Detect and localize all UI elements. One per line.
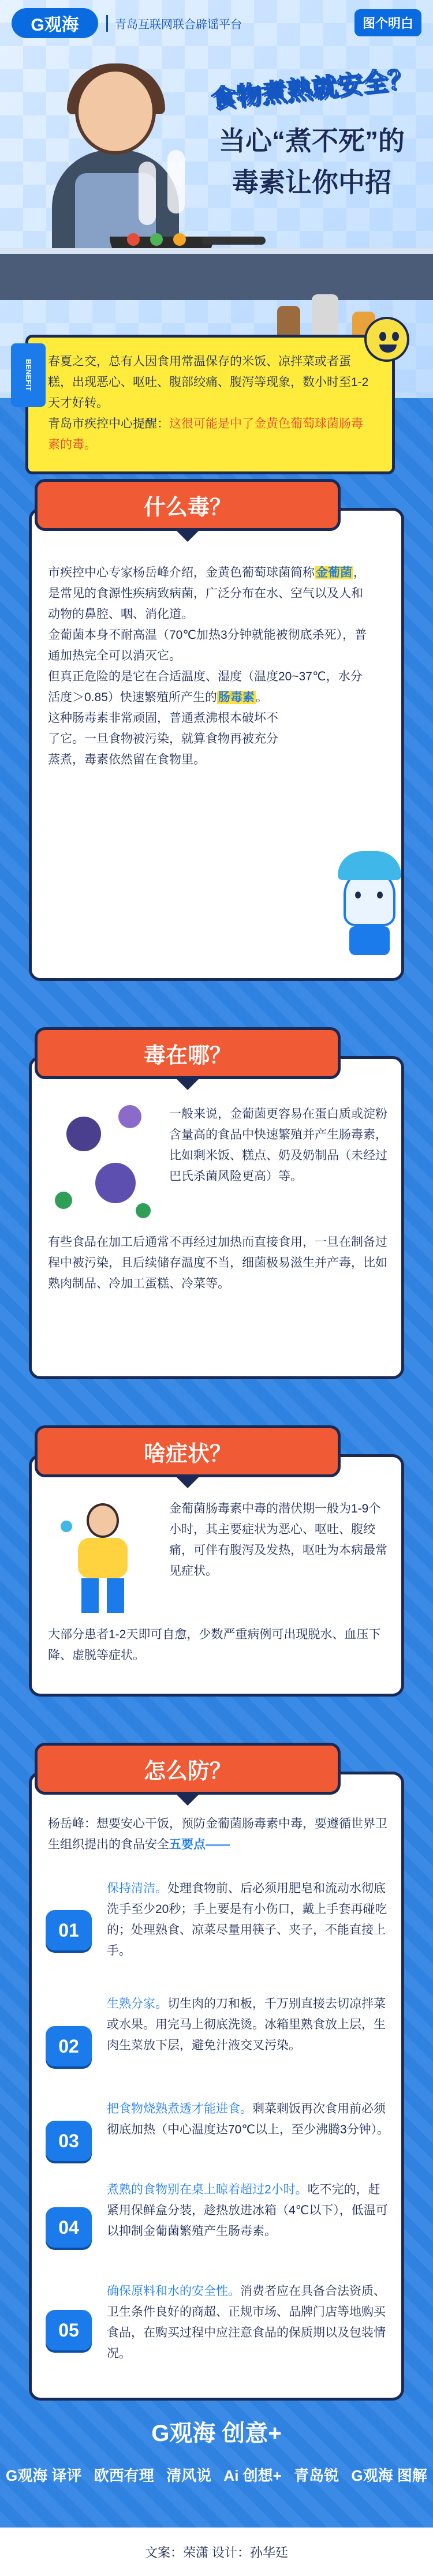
prevention-item-02: 生熟分家。切生肉的刀和板，千万别直接去切凉拌菜或水果。用完马上彻底洗烫。冰箱里熟食放上层，生肉生菜放下层，避免汁液交叉污染。 (107, 1997, 386, 2052)
s1-p3: 但真正危险的是它在合适温度、湿度（温度20~37℃，水分活度＞0.85）快速繁殖所产生的肠毒素。 (48, 670, 363, 704)
prevention-item-05: 确保原料和水的安全性。消费者应在具备合法资质、卫生条件良好的商超、正规市场、品牌门店等地购买食品，在购买过程中应注意食品的保质期以及包装情况。 (107, 2285, 386, 2360)
s1-p2: 金葡菌本身不耐高温（70℃加热3分钟就能被彻底杀死），普通加热完全可以消灭它。 (48, 628, 367, 662)
intro-reminder: 青岛市疾控中心提醒：这很可能是中了金黄色葡萄球菌肠毒素的毒。 (48, 417, 363, 451)
section-header-where-toxin: 毒在哪？ (35, 1027, 341, 1079)
section-symptoms (29, 1454, 404, 1697)
bacteria-icon (55, 1192, 72, 1209)
prevention-item-01: 保持清洁。处理食物前、后必须用肥皂和流动水彻底洗手至少20秒；手上要是有小伤口，戴上手套再碰吃的；处理熟食、凉菜尽量用筷子、夹子，不能直接上手。 (107, 1882, 387, 1957)
footer-logo[interactable]: G观海 创意+ (151, 2421, 282, 2446)
section-where-toxin (29, 1056, 404, 1379)
prevention-item-03: 把食物烧熟煮透才能进食。剩菜剩饭再次食用前必须彻底加热（中心温度达70℃以上，至少沸腾3分钟）。 (107, 2102, 390, 2136)
mascot-icon (332, 845, 407, 961)
org-name: 青岛互联网联合辟谣平台 (106, 15, 242, 32)
title-line-2: 当心“煮不死”的 (219, 126, 405, 156)
s4-intro: 杨岳峰：想要安心干饭，预防金葡菌肠毒素中毒，要遵循世界卫生组织提出的食品安全五要点—— (48, 1817, 387, 1851)
s1-p1: 市疾控中心专家杨岳峰介绍，金黄色葡萄球菌简称金葡菌，是常见的食源性疾病致病菌，广泛分布在水、空气以及人和动物的鼻腔、咽、消化道。 (48, 566, 365, 621)
bacteria-icon (118, 1105, 141, 1128)
partner-logo[interactable]: G观海 图解 (351, 2467, 427, 2484)
top-bar (12, 8, 242, 38)
title-line-1: 食物煮熟就安全？ (209, 64, 415, 114)
credits: 文案：荣潇 设计：孙华廷 (0, 2528, 433, 2576)
intro-box (25, 335, 395, 474)
partner-logo[interactable]: 清风说 (166, 2467, 212, 2484)
step-number-01: 01 (46, 1910, 92, 1950)
s2-p2: 有些食品在加工后通常不再经过加热而直接食用，一旦在制备过程中被污染，且后续储存温度不当，细菌极易滋生并产毒，比如熟肉制品、冷加工蛋糕、冷菜等。 (48, 1235, 387, 1290)
smiley-icon (364, 317, 409, 362)
prevention-item-04: 煮熟的食物别在桌上晾着超过2小时。吃不完的，赶紧用保鲜盒分装，趁热放进冰箱（4℃以下），低温可以抑制金葡菌繁殖产生肠毒素。 (107, 2183, 388, 2238)
step-number-02: 02 (46, 2026, 92, 2066)
section-header-prevention: 怎么防？ (35, 1743, 341, 1795)
brand-badge: 图个明白 (354, 9, 421, 36)
section-header-what-toxin: 什么毒？ (35, 479, 341, 531)
step-number-03: 03 (46, 2121, 92, 2161)
s2-p1: 一般来说，金葡菌更容易在蛋白质或淀粉含量高的食品中快速繁殖并产生肠毒素，比如剩米饭、糕点、奶及奶制品（未经过巴氏杀菌风险更高）等。 (169, 1107, 387, 1183)
section-what-toxin (29, 508, 404, 981)
guanhai-logo[interactable]: G观海 (12, 8, 98, 38)
s1-p4: 这种肠毒素非常顽固，普通煮沸根本破坏不了它。一旦食物被污染，就算食物再被充分蒸煮，毒素依然留在食物里。 (48, 712, 278, 766)
partner-logo[interactable]: 欧西有理 (94, 2467, 154, 2484)
s3-p1: 金葡菌肠毒素中毒的潜伏期一般为1-9个小时，其主要症状为恶心、呕吐、腹绞痛，可伴有腹泻及发热，呕吐为本病最常见症状。 (169, 1502, 387, 1578)
bacteria-icon (66, 1117, 101, 1151)
bacteria-icon (136, 1203, 151, 1218)
partner-logos (6, 2464, 427, 2485)
s3-p2: 大部分患者1-2天即可自愈，少数严重病例可出现脱水、血压下降、虚脱等症状。 (48, 1628, 381, 1662)
partner-logo[interactable]: Ai 创想+ (223, 2467, 282, 2484)
bacteria-icon (95, 1163, 136, 1203)
intro-paragraph: 春夏之交，总有人因食用常温保存的米饭、凉拌菜或者蛋糕，出现恶心、呕吐、腹部绞痛、腹泻等现象，数小时至1-2天才好转。 (48, 355, 369, 410)
partner-logo[interactable]: G观海 译评 (6, 2467, 82, 2484)
step-number-05: 05 (46, 2310, 92, 2350)
section-prevention (29, 1772, 404, 2401)
title-line-3: 毒素让你中招 (232, 167, 391, 197)
sick-person-icon (61, 1503, 147, 1613)
section-header-symptoms: 啥症状？ (35, 1425, 341, 1477)
partner-logo[interactable]: 青岛锐 (294, 2467, 339, 2484)
step-number-04: 04 (46, 2207, 92, 2248)
benefit-tag: BENEFIT (11, 343, 46, 407)
